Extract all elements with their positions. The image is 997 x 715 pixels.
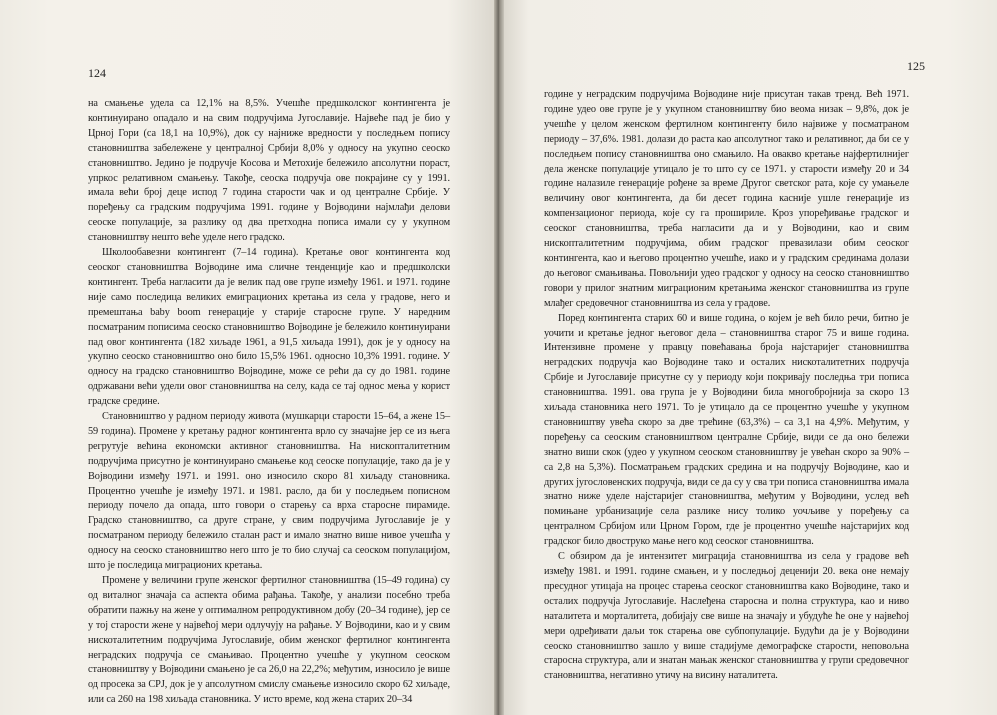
paragraph: на смањење удела са 12,1% на 8,5%. Учешће предшколског контингента је континуирано опадало и на свим подручјима Југославије. Највеће пад је био у Црној Гори (са 18,1 на 10,9%), док су најниже вредности у последњем попису становништва забележене у централној Србији 8,0% у односу на укупно сеоско становништво. Једино је подручје Косова и Метохије бележило апсолутни пораст, упркос релативном смањењу. Такође, сеоска подручја ове покрајине су у 1991. имала већи број деце испод 7 година старости чак и од централне Србије. У поређењу са градским подручјима 1991. године у Војводини најмлађи делови сеоске популације, за разлику од два претходна пописа имали су у укупном становништву нешто веће уделе него градско.	[88, 98, 450, 244]
left-page	[0, 0, 497, 715]
right-page	[499, 0, 997, 715]
paragraph: године у неградским подручјима Војводине није присутан такав тренд. Већ 1971. године удео ове групе је у укупном становништву био веома низак – 9,8%, док је учешће у целом женском фертилном контингенту било највиже у посматраном периоду – 37,6%. 1981. долази до раста као апсолутног тако и релативног, да би се у последњем попису становништва оно смањило. На овакво кретање најфертилнијег дела женске популације утицало је то што су се 1971. у старости између 20 и 34 године налазиле генерације рођене за време Другог светског рата, које су умањеле величину овог контингента, да би десет година касније ушле генерације из компензационог периода, које су га прошириле. Кроз упоређивање градског и сеоског становништва, треба нагласити да и у Војводини, као и свим нископталитетним подручјима, обим градског превазилази обим сеоског контингента, као и његово процентно учешће, иако и у градским срединама долази до његовог смањивања. Повољнији удео градског у односу на сеоско становништво говори у прилог знатним миграционим кретањима женског становништва из групе млађег средовечног становништва из села у градове.	[544, 89, 909, 309]
paragraph: Школообавезни контингент (7–14 година). Кретање овог контингента код сеоског становништва Војводине има сличне тенденције као и предшколски контингент. Треба нагласити да је велик пад ове групе између 1961. и 1971. године није само последица великих емиграционих кретања из села у градове, него и премештања baby boom генерације у старије старосне групе. У наредним посматраним пописима сеоско становништво Војводине је бележило континуирани пад овог контингента (182 хиљаде 1961, а 91,5 хиљада 1991), док је у односу на укупно сеоско становништво оно било 15,5% 1961. односно 10,3% 1991. године. У односу на градско становништво Војводине, може се рећи да су до 1981. године одржавани већи удели овог становништва на селу, када се тај однос мења у корист градске средине.	[88, 247, 450, 408]
right-page-text	[544, 88, 909, 684]
paragraph: Становништво у радном периоду живота (мушкарци старости 15–64, а жене 15–59 година). Промене у кретању радног контингента врло су значајне јер се из њега регрутује већина економски активног становништва. На нископталитетним подручјима присутно је континуирано смањење код сеоске популације, тако да је у Војводини између 1971. и 1991. оно износило скоро 81 хиљаду становника. Процентно учешће је између 1971. и 1981. расло, да би у последњем пописном периоду почело да опада, што говори о старењу са врха старосне пирамиде. Градско становништво, са друге стране, у свим подручјима Југославије је у посматраном периоду бележило сталан раст и имало знатно више нивое учешћа у односу на сеоско становништво него што је то био случај са сеоском популацијом, што је последица миграционих кретања.	[88, 411, 450, 572]
left-page-text	[88, 97, 450, 708]
page-number-right: 125	[907, 59, 925, 73]
page-number-left: 124	[88, 66, 106, 80]
paragraph: С обзиром да је интензитет миграција становништва из села у градове већ између 1981. и 1991. године смањен, и у последњој деценији 20. века оне немају пресудног утицаја на процес старења сеоског становништва како Војводине, тако и осталих подручја Југославије. Наслеђена старосна и полна структура, као и ниво наталитета и морталитета, добијају све више на значају и убудуће ће оне у највећој мери одређивати даљи ток старења ове субпопулације. Будући да је у Војводини сеоско становништво зашло у више стадијуме демографске старости, неповољна старосна структура, али и знатан мањак женског становништва у групи средовечног становништва, негативно утичу на висину наталитета.	[544, 551, 909, 682]
paragraph: Промене у величини групе женског фертилног становништва (15–49 година) су од виталног значаја са аспекта обима рађања. Такође, у анализи посебно треба обратити пажњу на жене у оптималном репродуктивном добу (20–34 године), јер се у тој старости жене у највећој мери одлучују на рађање. У Војводини, као и у свим нискоталитетним подручјима Југославије, обим женског фертилног контингента неградских подручја се смањивао. Процентно учешће у укупном сеоском становништву у Војводини смањено је са 26,0 на 22,2%; међутим, износило је више од просека за СРЈ, док је у апсолутном смислу смањење износило скоро 62 хиљаде, или са 260 на 198 хиљада становника. У исто време, код жена старих 20–34	[88, 575, 450, 706]
paragraph: Поред контингента старих 60 и више година, о којем је већ било речи, битно је уочити и кретање једног његовог дела – становништва старог 75 и више година. Интензивне промене у правцу повећавања броја најстаријег становништва неградских подручја као Војводине тако и осталих нискоталитетних подручја Србије и Југославије присутне су у периоду који покривају последња три пописа становништва. 1991. ова група је у Војводини била многобројнија за скоро 13 хиљада становника него 1971. То је утицало да се процентно учешће у укупном становништву увећа скоро за две трећине (63,3%) – са 3,1 на 4,9%. Међутим, у поређењу са сеоским становништвом централне Србије, види се да оно бележи знатно виши скок (удео у укупном сеоском становништву је увећан скоро за 90% – са 2,8 на 5,3%). Посматрањем градских средина и на подручју Војводине, као и других југословенских подручја, види се да су у сва три пописа становништва имала знатно ниже уделе најстаријег становништва, међутим у Војводини, услед већ помињане урбанизације села разлике нису толико уочљиве у поређењу са централном Србијом или Црном Гором, где је процентно учешће најстаријих код градског било двоструко мање него код сеоског становништва.	[544, 312, 909, 548]
book-gutter	[494, 0, 504, 715]
